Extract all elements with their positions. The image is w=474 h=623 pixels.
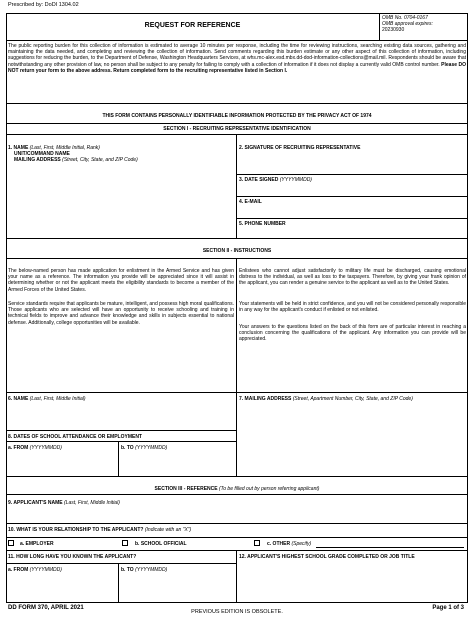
other-specify-line xyxy=(316,547,464,548)
employer-label: a. EMPLOYER xyxy=(20,541,54,547)
employer-checkbox[interactable] xyxy=(8,540,14,546)
attendance-from-field[interactable]: a. FROM (YYYYMMDD) xyxy=(8,445,62,451)
instructions-right-p1: Enlistees who cannot adjust satisfactorily to military life must be discharged, causing emotional distress to the individual, as well as loss to the taxpayers. Therefore, by giving your frank opinion of the applicant, you can render a genuine service to the applicant as well as to the United States. xyxy=(239,268,466,287)
email-field[interactable]: 4. E-MAIL xyxy=(239,199,262,205)
attendance-dates-label: 8. DATES OF SCHOOL ATTENDANCE OR EMPLOYMENT xyxy=(8,434,142,440)
instructions-right-p2: Your statements will be held in strict confidence, and you will not be considered personally responsible in any way for the applicant's conduct if enlisted or not enlisted. xyxy=(239,301,466,314)
attendance-to-field[interactable]: b. TO (YYYYMMDD) xyxy=(121,445,168,451)
section1-title: SECTION I - RECRUITING REPRESENTATIVE IDENTIFICATION xyxy=(163,126,311,132)
phone-field[interactable]: 5. PHONE NUMBER xyxy=(239,221,286,227)
previous-edition-note: PREVIOUS EDITION IS OBSOLETE. xyxy=(191,609,283,615)
other-checkbox[interactable] xyxy=(254,540,260,546)
section3-title: SECTION III - REFERENCE (To be filled out by person referring applicant) xyxy=(154,486,320,492)
applicant-mailing-field[interactable]: 7. MAILING ADDRESS (Street, Apartment Number, City, State, and ZIP Code) xyxy=(239,396,413,402)
reference-applicant-name-field[interactable]: 9. APPLICANT'S NAME (Last, First, Middle Initial) xyxy=(8,500,120,506)
prescribed-by: Prescribed by: DoDI 1304.02 xyxy=(8,2,79,8)
school-official-checkbox[interactable] xyxy=(122,540,128,546)
omb-expires-label: OMB approval expires: xyxy=(382,21,433,27)
privacy-banner: THIS FORM CONTAINS PERSONALLY IDENTIFIABLE INFORMATION PROTECTED BY THE PRIVACY ACT OF 1974 xyxy=(102,113,372,119)
known-from-field[interactable]: a. FROM (YYYYMMDD) xyxy=(8,567,62,573)
form-number: DD FORM 370, APRIL 2021 xyxy=(8,605,84,611)
date-signed-field[interactable]: 3. DATE SIGNED (YYYYMMDD) xyxy=(239,177,312,183)
instructions-right-p3: Your answers to the questions listed on the back of this form are of particular interest in reaching a conclusion concerning the qualifications of the applicant. Any information you can provide will be appreciated. xyxy=(239,324,466,343)
form-title: REQUEST FOR REFERENCE xyxy=(144,22,241,29)
omb-number: OMB No. 0704-0167 xyxy=(382,15,428,21)
known-to-field[interactable]: b. TO (YYYYMMDD) xyxy=(121,567,168,573)
name-field[interactable]: 1. NAME (Last, First, Middle Initial, Rank) xyxy=(8,145,100,151)
other-label: c. OTHER (Specify) xyxy=(267,541,312,547)
mailing-field[interactable]: MAILING ADDRESS (Street, City, State, and ZIP Code) xyxy=(14,157,138,163)
known-duration-label: 11. HOW LONG HAVE YOU KNOWN THE APPLICANT? xyxy=(8,554,137,560)
page-number: Page 1 of 3 xyxy=(432,605,464,611)
school-official-label: b. SCHOOL OFFICIAL xyxy=(135,541,187,547)
unit-field[interactable]: UNIT/COMMAND NAME xyxy=(14,151,70,157)
instructions-left-p1: The below-named person has made application for enlistment in the Armed Service and has given your name as a reference. The information you provide will be appreciated since it will assist in determining whether or not the applicant meets the eligibility standards to become a member of the Armed Forces of the United States. xyxy=(8,268,234,293)
section2-title: SECTION II - INSTRUCTIONS xyxy=(202,248,272,254)
burden-statement: The public reporting burden for this collection of information is estimated to average 10 minutes per response, including the time for reviewing instructions, searching existing data sources, gathering and maintaining the data needed, and completing and reviewing the collection of information. Send comments regarding this burden estimate or any other aspect of this collection of information, including suggestions for reducing the burden, to the Department of Defense, Washington Headquarters Services, at whs.mc-alex.esd.mbx.dd-dod-information-collections@mail.mil. Respondents should be aware that notwithstanding any other provision of law, no person shall be subject to any penalty for failing to comply with a collection of information if it does not display a currently valid OMB control number. Please DO NOT return your form to the above address. Return completed form to the recruiting representative listed in Section I. xyxy=(8,43,466,74)
signature-field[interactable]: 2. SIGNATURE OF RECRUITING REPRESENTATIVE xyxy=(239,145,361,151)
grade-or-job-field[interactable]: 12. APPLICANT'S HIGHEST SCHOOL GRADE COMPLETED OR JOB TITLE xyxy=(239,554,415,560)
instructions-left-p2: Service standards require that applicants be mature, intelligent, and possess high moral qualifications. Those applicants who are selected will have an opportunity to receive schooling and training in technical fields to improve and advance their knowledge and skills in subjects essential to national defense. Additionally, college opportunities will be available. xyxy=(8,301,234,326)
applicant-name-field[interactable]: 6. NAME (Last, First, Middle Initial) xyxy=(8,396,86,402)
relationship-label: 10. WHAT IS YOUR RELATIONSHIP TO THE APPLICANT? (Indicate with an "X") xyxy=(8,527,192,533)
omb-expires-date: 20230930 xyxy=(382,27,405,33)
